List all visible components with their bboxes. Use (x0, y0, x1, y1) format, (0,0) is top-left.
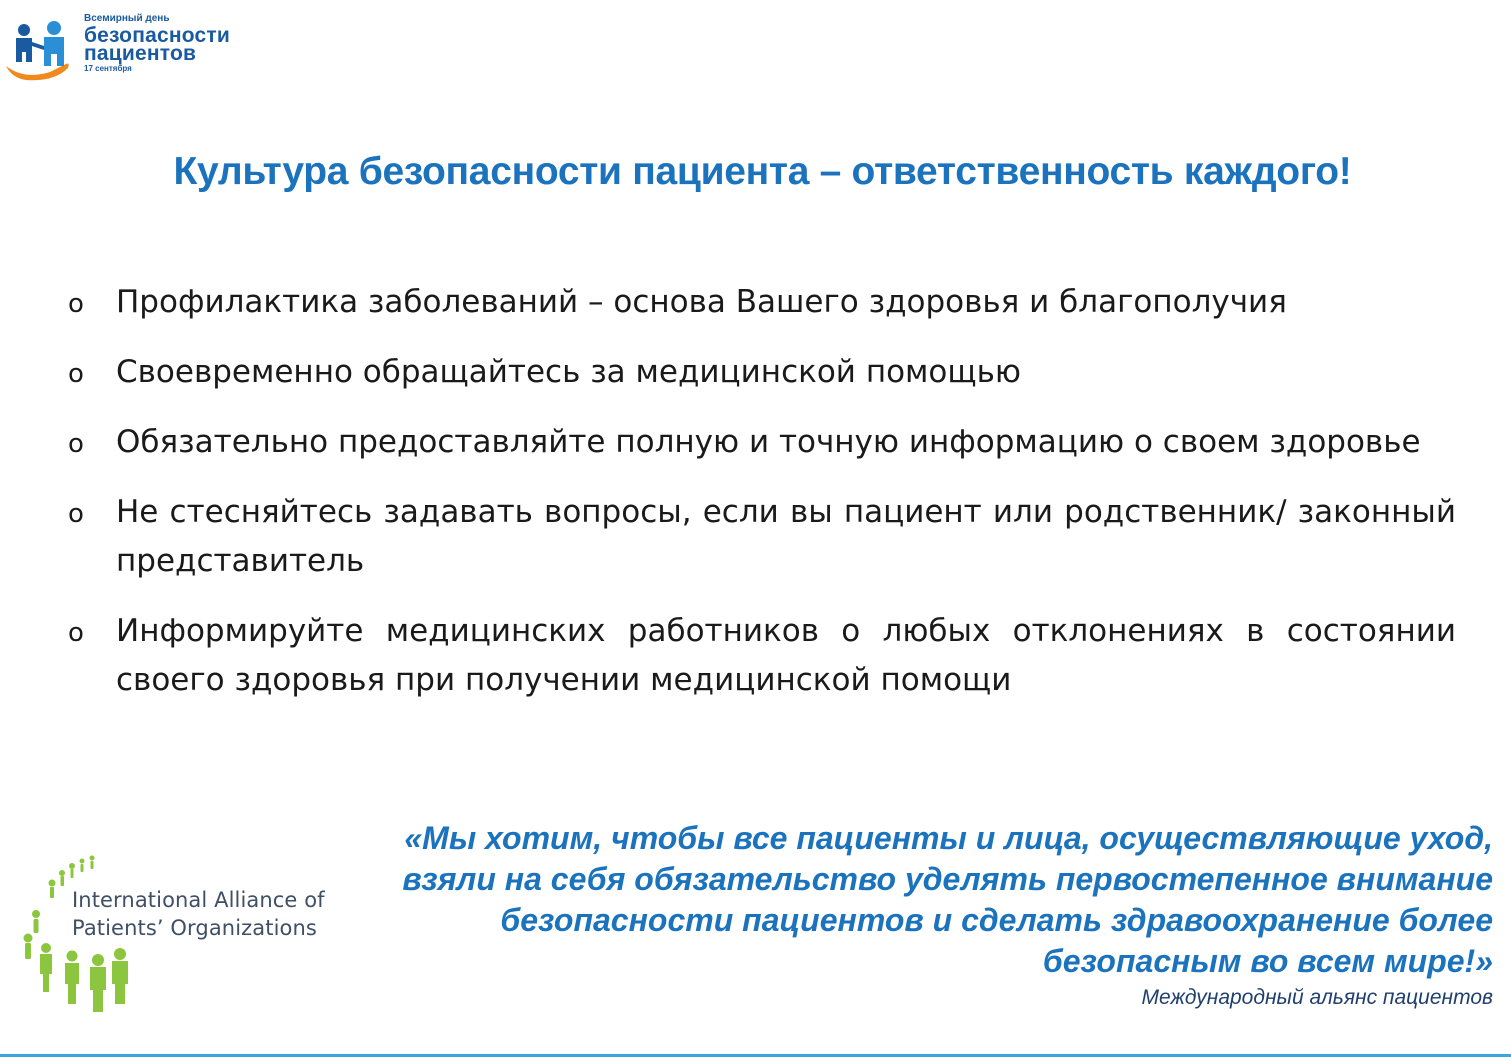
bottom-divider (0, 1054, 1511, 1057)
bullet-text: Профилактика заболеваний – основа Вашего здоровья и благополучия (116, 284, 1287, 320)
logo-line-2: безопасности (84, 24, 230, 47)
logo-line-1: Всемирный день (84, 13, 170, 24)
world-patient-safety-day-logo (4, 12, 254, 82)
bullet-item (66, 607, 1456, 705)
people-logo-icon (4, 16, 80, 82)
bullet-marker-icon: o (68, 289, 84, 319)
org-name-line-1: International Alliance of (72, 888, 325, 912)
quote-text: «Мы хотим, чтобы все пациенты и лица, осуществляющие уход, взяли на себя обязательство уделять первостепенное внимание безопасности пациентов и сделать здравоохранение более безопасным во всем мире!» (402, 820, 1493, 979)
slide-title: Культура безопасности пациента – ответственность каждого! (173, 150, 1352, 193)
bullet-item (66, 348, 1456, 397)
logo-line-3: пациентов (84, 42, 197, 65)
bullet-list (66, 278, 1456, 726)
iapo-logo (20, 852, 370, 1022)
quote-source: Международный альянс пациентов (1141, 986, 1493, 1009)
bullet-marker-icon: o (68, 499, 84, 529)
bullet-item (66, 418, 1456, 467)
org-name-line-2: Patients’ Organizations (72, 916, 317, 940)
bullet-marker-icon: o (68, 359, 84, 389)
bullet-text: Обязательно предоставляйте полную и точную информацию о своем здоровье (116, 424, 1421, 460)
bullet-text: Своевременно обращайтесь за медицинской помощью (116, 354, 1021, 390)
bullet-item (66, 278, 1456, 327)
logo-date: 17 сентября (84, 64, 132, 73)
bullet-marker-icon: o (68, 429, 84, 459)
bullet-text: Не стесняйтесь задавать вопросы, если вы пациент или родственник/ законный представитель (116, 494, 1456, 579)
bullet-text: Информируйте медицинских работников о любых отклонениях в состоянии своего здоровья при получении медицинской помощи (116, 613, 1456, 698)
bullet-item (66, 488, 1456, 586)
bullet-marker-icon: o (68, 618, 84, 648)
